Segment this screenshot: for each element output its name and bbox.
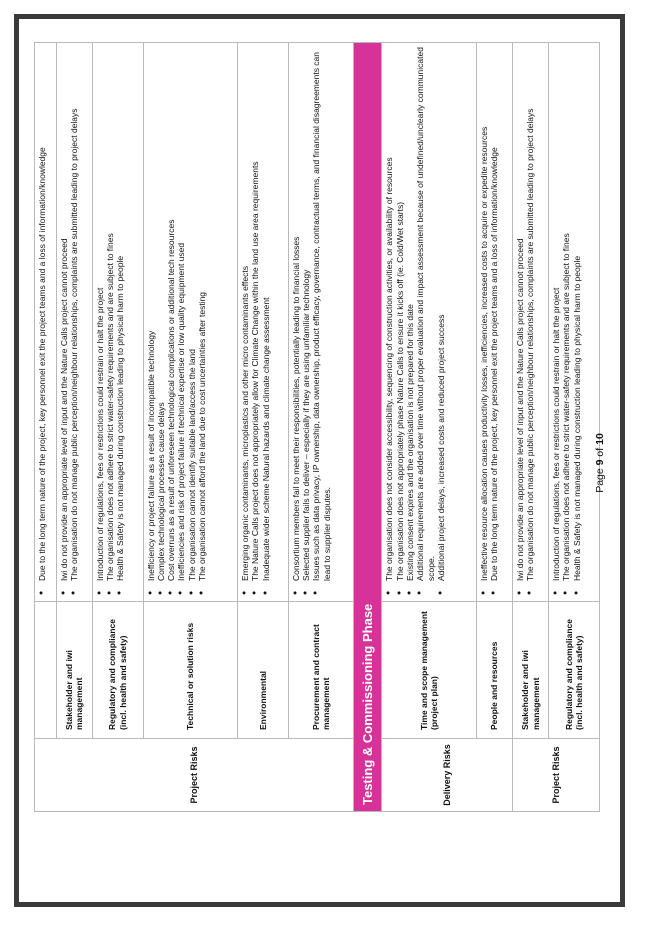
list-item: ● Selected supplier fails to deliver – especially if they are using unfamiliar technology [301,47,311,595]
table-row [56,43,92,812]
table-row [35,43,57,812]
risk-category: Project Risks [35,739,354,812]
list-item: ● Due to the long term nature of the project, key personnel exit the project teams and a loss of information/knowledge [37,47,47,595]
list-item: ● The organisation does not consider accessibility, sequencing of construction activities, or availability of resources [384,47,394,595]
list-item: ● Additional requirements are added over time without proper evaluation and impact assessment because of undefined/unclearly communicated scope. [415,47,436,595]
risk-table [34,42,600,812]
list-item: ● Existing consent expires and the organisation is not prepared for this date [405,47,415,595]
risk-area: Procurement and contract management [288,602,353,739]
bullet-list [37,47,47,595]
bullet-list [59,47,80,595]
bullet-list [515,47,536,595]
table-row [92,43,143,812]
list-item: ● The organisation does not adhere to strict water-safety requirements and are subject to fines [561,47,571,595]
risk-description [382,43,476,602]
list-item: ● Ineffective resource allocation causes productivity losses, inefficiencies, increased costs to acquire or expedite resources [479,47,489,595]
risk-area: Time and scope management (project plan) [382,602,476,739]
list-item: ● Consortium members fail to meet their responsibilities, potentially leading to financial losses [291,47,301,595]
list-item: ● Due to the long term nature of the project, key personnel exit the project teams and a loss of information/knowledge [489,47,499,595]
bullet-list [146,47,208,595]
phase-header-row [354,43,382,812]
phase-title: Testing & Commissioning Phase [354,43,382,812]
risk-description [288,43,353,602]
list-item: ● Iwi do not provide an appropriate level of input and the Nature Calls project cannot proceed [515,47,525,595]
table-row [143,43,237,812]
list-item: ● The Nature Calls project does not appropriately allow for Climate Change within the land use area requirements [250,47,260,595]
list-item: ● Introduction of regulations, fees or restrictions could restrain or halt the project [551,47,561,595]
list-item: ● Health & Safety is not managed during construction leading to physical harm to people [572,47,582,595]
risk-description [476,43,512,602]
list-item: ● Inefficiencies and risk of project failure if technical expertise or low quality equipment used [176,47,186,595]
bullet-list [479,47,500,595]
risk-area [35,602,57,739]
risk-category: Project Risks [512,739,599,812]
list-item: ● The organisation cannot afford the land due to cost uncertainties after testing [197,47,207,595]
risk-category: Delivery Risks [382,739,513,812]
risk-description [143,43,237,602]
list-item: ● Iwi do not provide an appropriate level of input and the Nature Calls project cannot proceed [59,47,69,595]
risk-area: Stakeholder and iwi management [512,602,548,739]
table-row [238,43,289,812]
page-number: Page 9 of 10 [594,433,606,493]
list-item: ● Issues such as data privacy, IP ownership, data ownership, product efficacy, governance, contractual terms, and financial disagreements can lead to supplier disputes. [311,47,332,595]
list-item: ● Introduction of regulations, fees or restrictions could restrain or halt the project [95,47,105,595]
list-item: ● The organisation cannot identify suitable land/access the land [187,47,197,595]
risk-description [512,43,548,602]
bullet-list [291,47,332,595]
risk-area: Technical or solution risks [143,602,237,739]
risk-area: Stakeholder and iwi management [56,602,92,739]
table-row [288,43,353,812]
table-row [476,43,512,812]
rotated-table-container [34,42,600,812]
risk-description [56,43,92,602]
list-item: ● The organisation do not manage public perception/neighbour relationships, complaints are submitted leading to project delays [69,47,79,595]
list-item: ● Inadequate wider scheme Natural hazards and climate change assessment [261,47,271,595]
bullet-list [95,47,126,595]
risk-area: Regulatory and compliance (incl. health and safety) [549,602,600,739]
list-item: ● Emerging organic contaminants, microplastics and other micro contaminants effects [240,47,250,595]
risk-area: Environmental [238,602,289,739]
table-row [382,43,476,812]
list-item: ● Cost overruns as a result of unforeseen technological complications or additional tech resources [166,47,176,595]
risk-description [92,43,143,602]
bullet-list [551,47,582,595]
list-item: ● The organisation does not appropriately phase Nature Calls to ensure it kicks off (ie. Cold/Wet starts) [395,47,405,595]
list-item: ● The organisation does not adhere to strict water-safety requirements and are subject to fines [105,47,115,595]
list-item: ● The organisation do not manage public perception/neighbour relationships, complaints are submitted leading to project delays [525,47,535,595]
risk-description [238,43,289,602]
bullet-list [384,47,446,595]
list-item: ● Health & Safety is not managed during construction leading to physical harm to people [115,47,125,595]
bullet-list [240,47,271,595]
risk-description [35,43,57,602]
list-item: ● Complex technological processes cause delays [156,47,166,595]
risk-description [549,43,600,602]
risk-area: Regulatory and compliance (incl. health and safety) [92,602,143,739]
list-item: ● Inefficiency or project failure as a result of incompatible technology [146,47,156,595]
list-item: ● Additional project delays, increased costs and reduced project success [436,47,446,595]
risk-area: People and resources [476,602,512,739]
table-row [512,43,548,812]
table-row [549,43,600,812]
